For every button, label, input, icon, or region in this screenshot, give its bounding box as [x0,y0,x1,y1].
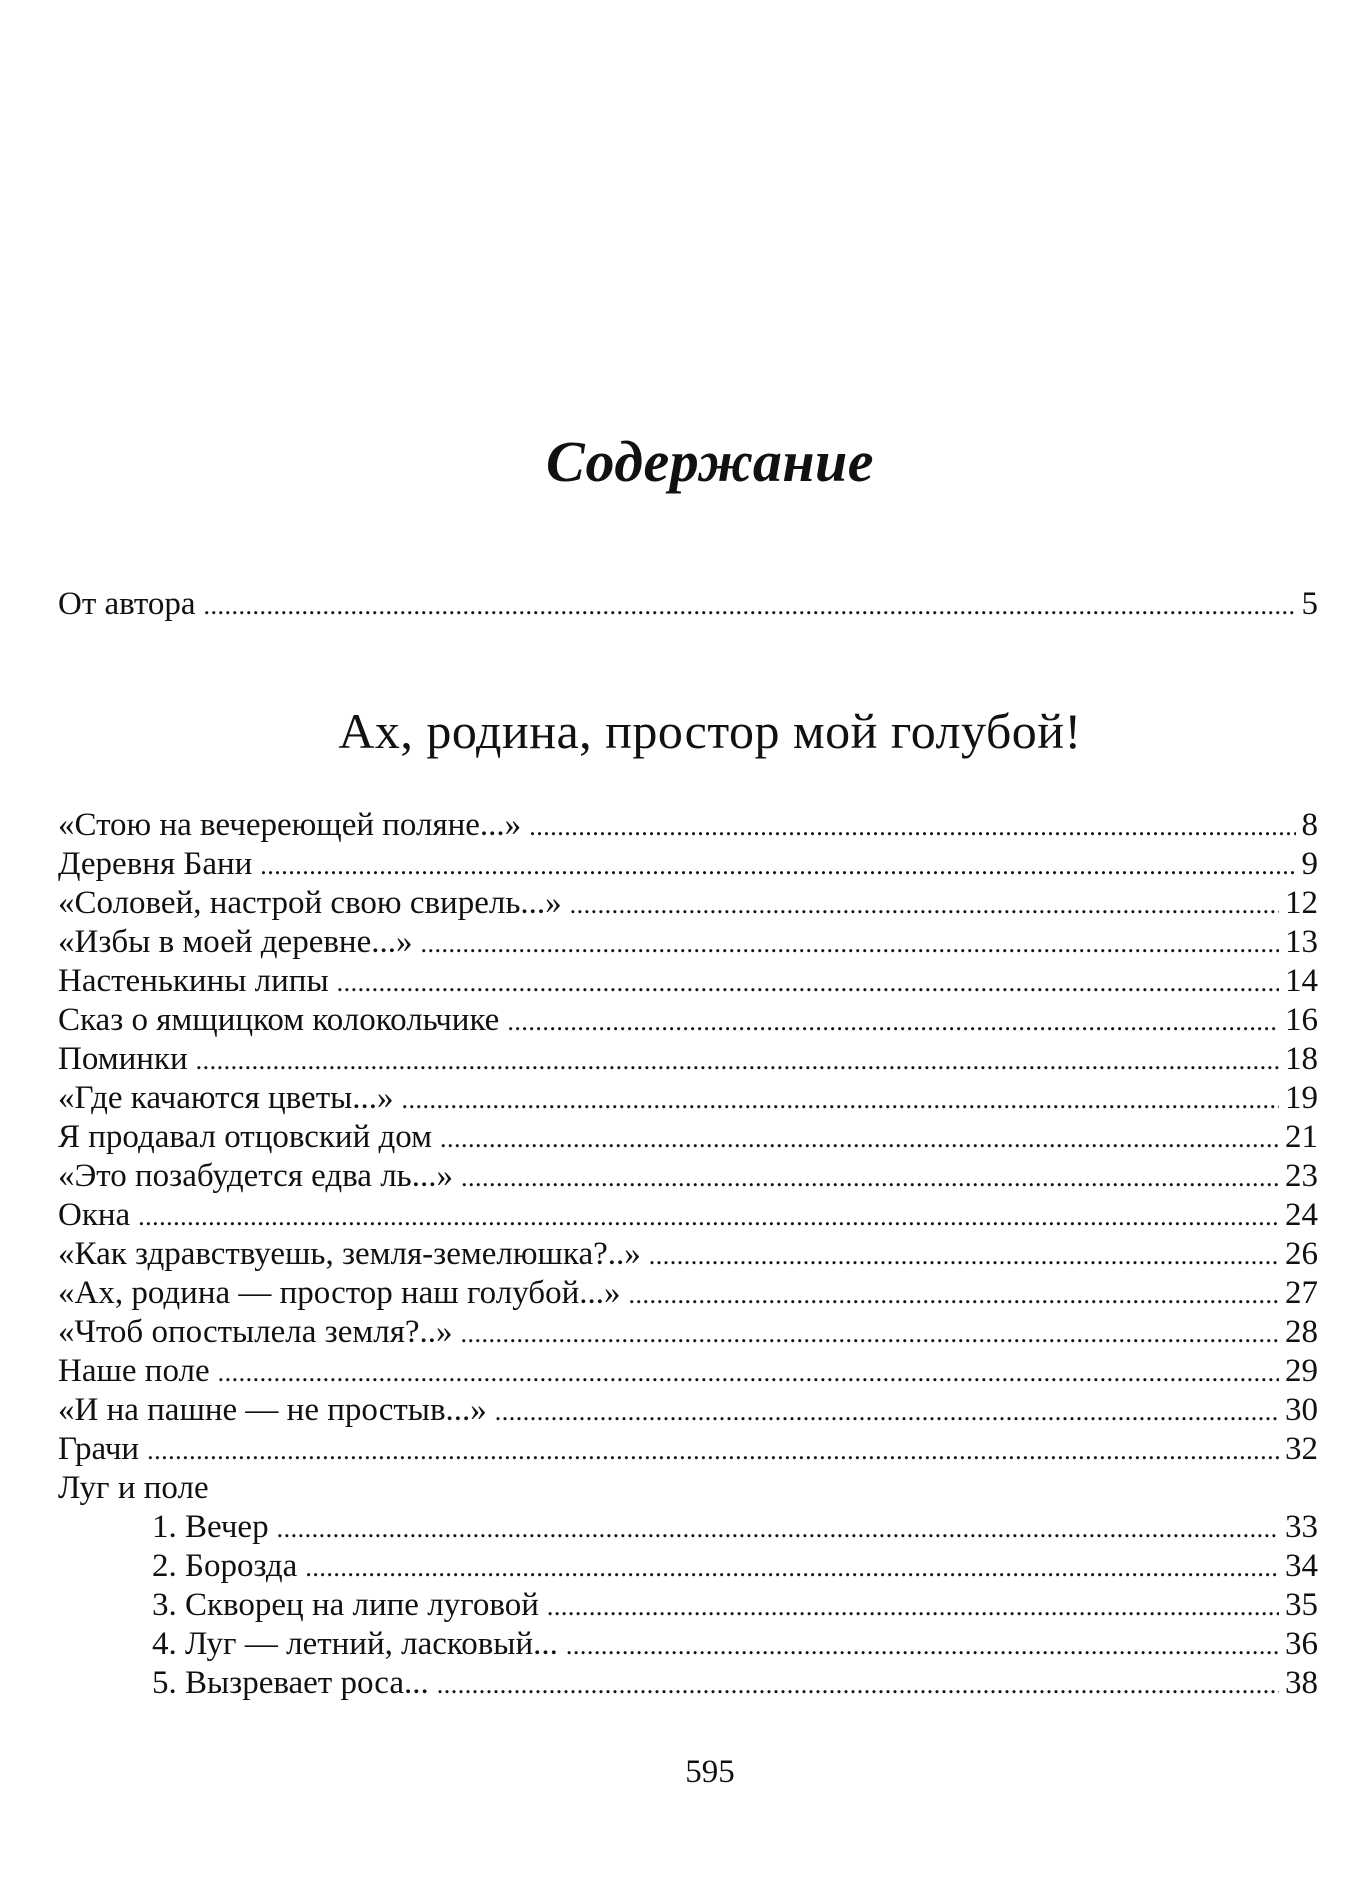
toc-entry [58,961,1318,1001]
toc-entry-page: 38 [1285,1665,1318,1701]
leader-dots [440,1117,1279,1157]
toc-entry-label: Поминки [58,1041,188,1077]
toc-entry-label: Сказ о ямщицком колокольчике [58,1002,500,1038]
leader-dots [196,1039,1279,1079]
section-title: Ах, родина, простор мой голубой! [338,703,1082,759]
toc-entry-page: 30 [1285,1392,1318,1428]
toc-entry [58,1156,1318,1196]
toc-entry-page: 32 [1285,1431,1318,1467]
toc-entry-label: «Стою на вечереющей поляне...» [58,807,522,843]
toc-entry-label: Я продавал отцовский дом [58,1119,433,1155]
toc-entry [58,1039,1318,1079]
leader-dots [147,1429,1279,1469]
toc-entry-label: От автора [58,586,196,622]
toc-entry [58,1390,1318,1430]
toc-entry-label: «Ах, родина — простор наш голубой...» [58,1275,621,1311]
toc-entry-label: «Соловей, настрой свою свирель...» [58,885,562,921]
toc-entry-label: «Чтоб опостылела земля?..» [58,1314,453,1350]
leader-dots [260,844,1295,884]
toc-title: Содержание [545,429,875,494]
toc-entry [58,1312,1318,1352]
toc-entry [58,1000,1318,1040]
leader-dots [437,1663,1279,1703]
toc-entry-label: Наше поле [58,1353,210,1389]
toc-entry-page: 8 [1301,807,1318,843]
toc-entry-label: «Избы в моей деревне...» [58,924,413,960]
leader-dots [495,1390,1279,1430]
toc-subentry [152,1663,1318,1703]
leader-dots [461,1156,1279,1196]
leader-dots [277,1507,1279,1547]
leader-dots [218,1351,1279,1391]
toc-entry-label: 5. Вызревает роса... [152,1665,429,1701]
toc-entry-page: 12 [1285,885,1318,921]
toc-entry-label: Настенькины липы [58,963,329,999]
toc-entry-page: 29 [1285,1353,1318,1389]
toc-entry-label: Луг и поле [58,1470,209,1506]
toc-subentry [152,1585,1318,1625]
leader-dots [402,1078,1279,1118]
toc-entry-label: «И на пашне — не простыв...» [58,1392,487,1428]
toc-entry-label: «Где качаются цветы...» [58,1080,394,1116]
toc-entry-page: 14 [1285,963,1318,999]
toc-entry-label: Деревня Бани [58,846,253,882]
toc-entry-preface [58,584,1318,624]
toc-entry-label: «Это позабудется едва ль...» [58,1158,453,1194]
toc-entry-page: 19 [1285,1080,1318,1116]
toc-entry [58,1195,1318,1235]
toc-group-header [58,1468,1318,1508]
leader-dots [337,961,1279,1001]
toc-entry-page: 28 [1285,1314,1318,1350]
leader-dots [305,1546,1279,1586]
toc-entry [58,1351,1318,1391]
toc-entry-page: 24 [1285,1197,1318,1233]
toc-entry [58,1429,1318,1469]
toc-entry-page: 26 [1285,1236,1318,1272]
toc-entry-label: «Как здравствуешь, земля-земелюшка?..» [58,1236,641,1272]
toc-entry-page: 18 [1285,1041,1318,1077]
toc-entry-page: 23 [1285,1158,1318,1194]
toc-entry [58,1117,1318,1157]
toc-entry-page: 21 [1285,1119,1318,1155]
toc-entry-label: 1. Вечер [152,1509,269,1545]
leader-dots [570,883,1279,923]
toc-entry [58,1078,1318,1118]
toc-subentry [152,1624,1318,1664]
toc-subentry [152,1507,1318,1547]
leader-dots [547,1585,1279,1625]
toc-entry-label: Грачи [58,1431,140,1467]
toc-entry [58,1273,1318,1313]
page-number: 595 [685,1754,735,1790]
toc-entry-label: 2. Борозда [152,1548,298,1584]
toc-entry-page: 13 [1285,924,1318,960]
toc-entry-label: 4. Луг — летний, ласковый... [152,1626,558,1662]
toc-entry [58,883,1318,923]
leader-dots [628,1273,1279,1313]
leader-dots [138,1195,1279,1235]
toc-entry [58,1234,1318,1274]
leader-dots [566,1624,1279,1664]
leader-dots [204,584,1296,624]
leader-dots [420,922,1279,962]
toc-entry [58,844,1318,884]
toc-entry-label: 3. Скворец на липе луговой [152,1587,539,1623]
leader-dots [529,805,1295,845]
toc-entry-page: 33 [1285,1509,1318,1545]
toc-entry-page: 27 [1285,1275,1318,1311]
toc-entry-label: Окна [58,1197,131,1233]
toc-entry-page: 35 [1285,1587,1318,1623]
toc-entry-page: 34 [1285,1548,1318,1584]
toc-entry-page: 36 [1285,1626,1318,1662]
leader-dots [507,1000,1279,1040]
toc-entry-page: 16 [1285,1002,1318,1038]
toc-entry [58,805,1318,845]
leader-dots [461,1312,1279,1352]
toc-subentry [152,1546,1318,1586]
toc-entry-page: 5 [1301,586,1318,622]
leader-dots [649,1234,1279,1274]
toc-entry-page: 9 [1301,846,1318,882]
toc-entry [58,922,1318,962]
